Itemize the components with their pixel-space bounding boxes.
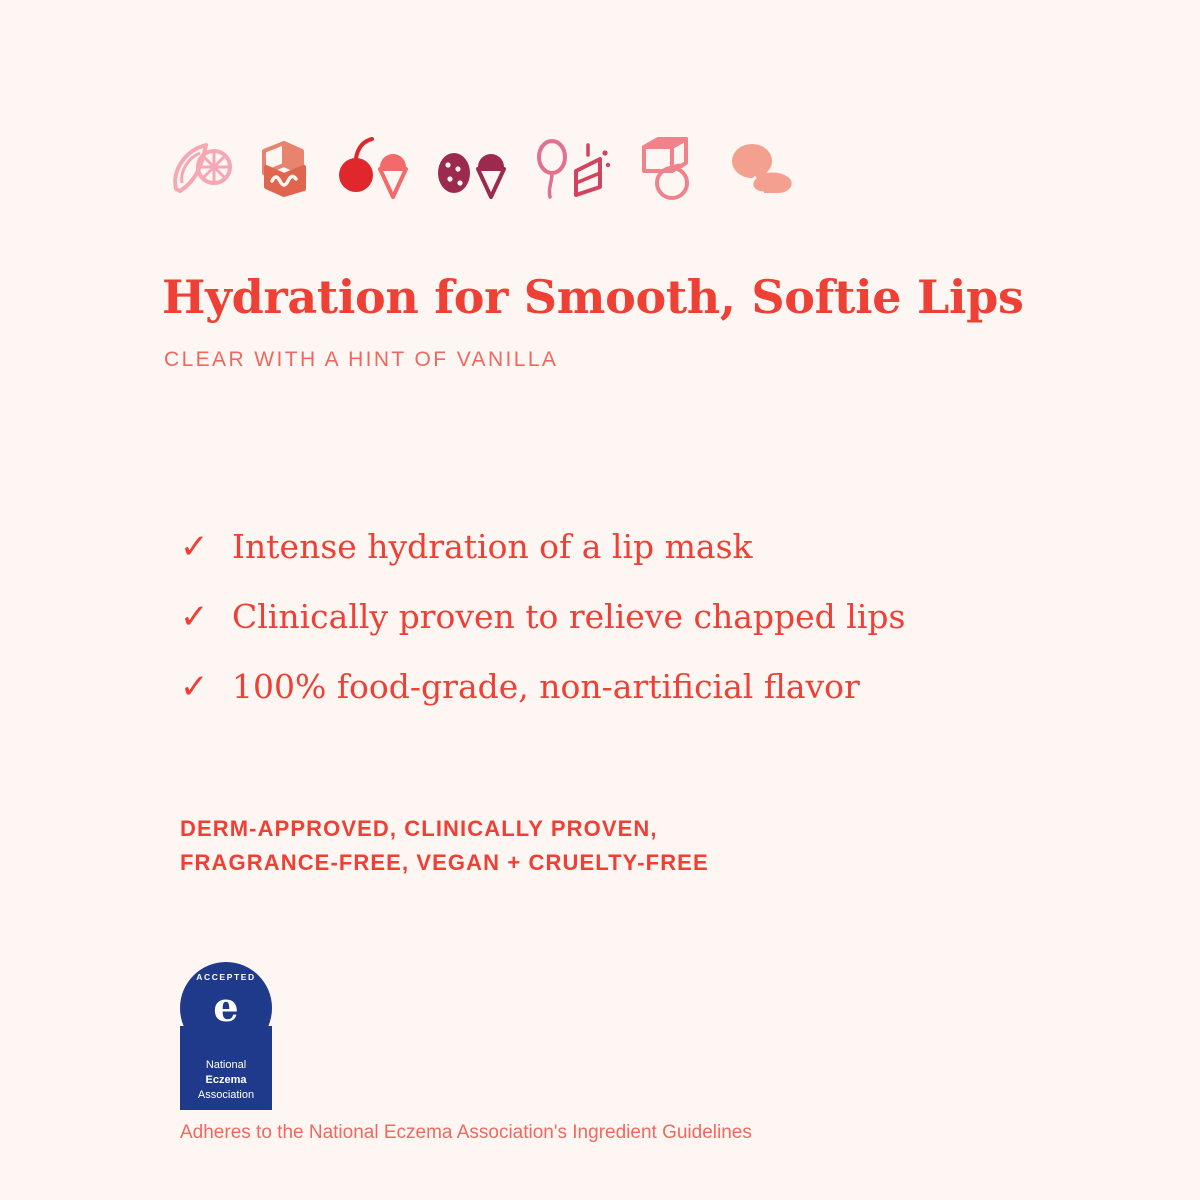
check-icon: ✓ bbox=[180, 667, 209, 707]
berry-ice-cream-icon bbox=[432, 131, 516, 208]
list-item-label: Intense hydration of a lip mask bbox=[232, 527, 753, 567]
check-icon: ✓ bbox=[180, 527, 209, 567]
seal-line-2: Eczema bbox=[205, 1074, 247, 1086]
watermelon-slice-icon bbox=[162, 131, 234, 208]
page-subtitle: CLEAR WITH A HINT OF VANILLA bbox=[164, 348, 559, 371]
page-title: Hydration for Smooth, Softie Lips bbox=[162, 270, 1024, 324]
benefit-list bbox=[180, 512, 1130, 722]
list-item bbox=[180, 652, 1130, 722]
seal-line-1: National bbox=[205, 1059, 247, 1071]
list-item bbox=[180, 582, 1130, 652]
cherry-ice-cream-icon bbox=[334, 131, 418, 208]
nea-seal bbox=[180, 962, 272, 1110]
balloon-cake-icon bbox=[530, 131, 614, 208]
seal-line-3: Association bbox=[197, 1089, 255, 1101]
list-item-label: Clinically proven to relieve chapped lips bbox=[232, 597, 906, 637]
peach-candy-icon bbox=[628, 131, 712, 208]
list-item-label: 100% food-grade, non-artificial flavor bbox=[232, 667, 860, 707]
footnote-text: Adheres to the National Eczema Association's Ingredient Guidelines bbox=[180, 1122, 752, 1143]
seal-organization-name bbox=[180, 1058, 272, 1103]
seal-accepted-label: ACCEPTED bbox=[196, 972, 256, 982]
mochi-icon bbox=[726, 131, 810, 208]
list-item bbox=[180, 512, 1130, 582]
flavor-icon-strip bbox=[162, 118, 810, 208]
seal-e-mark: e bbox=[213, 984, 239, 1031]
claims-line-2: FRAGRANCE-FREE, VEGAN + CRUELTY-FREE bbox=[180, 850, 709, 876]
claims-block bbox=[180, 812, 709, 880]
caramel-candy-icon bbox=[248, 131, 320, 208]
claims-line-1: DERM-APPROVED, CLINICALLY PROVEN, bbox=[180, 816, 658, 841]
check-icon: ✓ bbox=[180, 597, 209, 637]
